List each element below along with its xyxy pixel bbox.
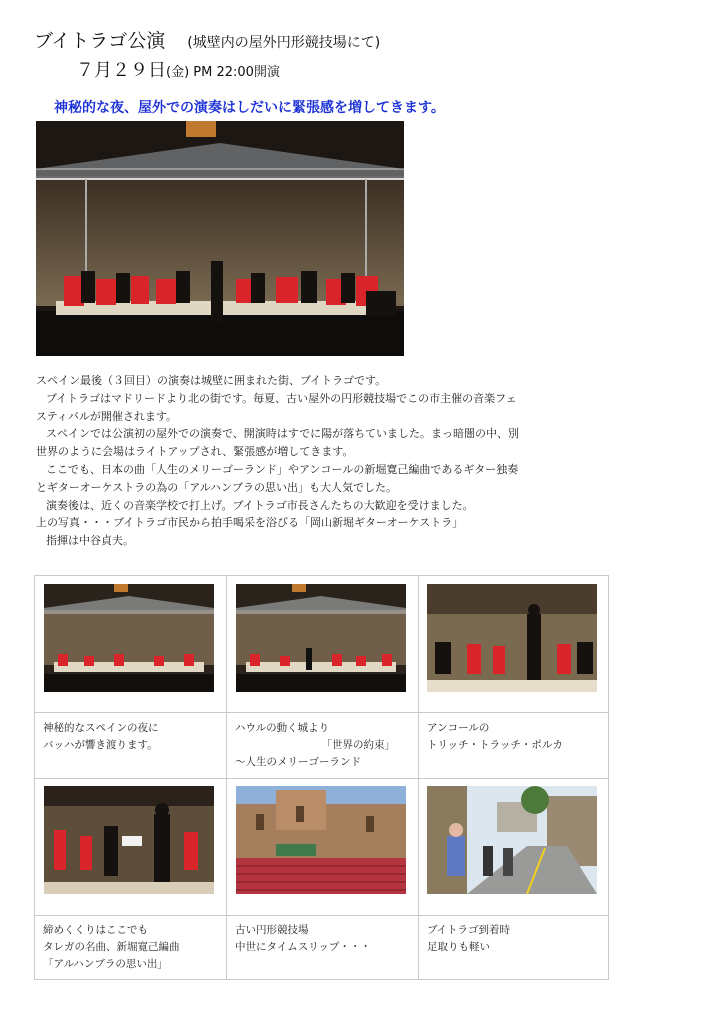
body-line: スペイン最後（３回目）の演奏は城壁に囲まれた街、ブイトラゴです。 <box>36 374 387 387</box>
gallery-caption-6 <box>427 922 510 956</box>
caption-line: 「世界の約束」 <box>321 739 395 751</box>
caption-line: アンコールの <box>427 722 490 734</box>
caption-line: 「アルハンブラの思い出」 <box>43 958 168 970</box>
caption-line: ブイトラゴ到着時 <box>427 924 511 936</box>
body-line: 世界のように会場はライトアップされ、緊張感が増してきます。 <box>36 445 354 459</box>
gallery-photo-5-graphic <box>236 786 406 894</box>
caption-line: 足取りも軽い <box>427 941 490 953</box>
gallery-photo-3 <box>427 584 597 692</box>
body-line: とギターオーケストラの為の「アルハンブラの思い出」も大人気でした。 <box>36 480 398 494</box>
gallery-photo-3-graphic <box>427 584 597 692</box>
caption-line: 締めくくりはここでも <box>43 924 148 936</box>
date-main: ７月２９日 <box>76 60 166 81</box>
gallery-photo-5 <box>236 786 406 894</box>
caption-line: バッハが響き渡ります。 <box>43 739 158 751</box>
gallery-photo-1 <box>44 584 214 692</box>
gallery-photo-6-graphic <box>427 786 597 894</box>
page-title <box>34 26 380 53</box>
gallery-photo-4 <box>44 786 214 894</box>
body-line: スティバルが開催されます。 <box>36 409 178 423</box>
grid-divider <box>35 712 608 713</box>
caption-line: ～人生のメリーゴーランド <box>235 756 361 768</box>
body-line: ここでも、日本の曲「人生のメリーゴーランド」やアンコールの新堀寛己編曲であるギター独奏 <box>46 462 519 476</box>
grid-divider <box>35 778 608 779</box>
gallery-caption-3 <box>427 720 563 754</box>
gallery-photo-4-graphic <box>44 786 214 894</box>
caption-line: タレガの名曲、新堀寛己編曲 <box>43 941 180 953</box>
caption-line: 神秘的なスペインの夜に <box>43 722 159 734</box>
title-venue: (城壁内の屋外円形競技場にて) <box>187 35 381 51</box>
gallery-caption-5 <box>235 922 371 956</box>
grid-divider <box>35 915 608 916</box>
body-line: 上の写真・・・ブイトラゴ市民から拍手喝采を浴びる「岡山新堀ギターオーケストラ」 <box>36 516 464 530</box>
photo-gallery <box>34 575 609 980</box>
lead-text: 神秘的な夜、屋外での演奏はしだいに緊張感を増してきます。 <box>54 100 445 116</box>
caption-line: トリッチ・トラッチ・ポルカ <box>427 739 563 751</box>
caption-line: 古い円形競技場 <box>235 924 309 936</box>
title-main: ブイトラゴ公演 <box>34 30 166 52</box>
caption-line: 中世にタイムスリップ・・・ <box>235 941 371 953</box>
hero-photo-graphic <box>36 121 404 356</box>
article-body <box>36 372 536 550</box>
hero-photo <box>36 121 404 356</box>
gallery-photo-2-graphic <box>236 584 406 692</box>
gallery-photo-6 <box>427 786 597 894</box>
gallery-caption-4 <box>43 922 180 973</box>
date-day: (金) <box>166 65 190 80</box>
body-line: ブイトラゴはマドリードより北の街です。毎夏、古い屋外の円形競技場でこの市主催の音楽フェ <box>46 391 517 405</box>
gallery-photo-2 <box>236 584 406 692</box>
date-time: PM 22:00開演 <box>189 65 280 80</box>
performance-date <box>76 56 280 82</box>
body-line: 演奏後は、近くの音楽学校で打上げ。ブイトラゴ市長さんたちの大歓迎を受けました。 <box>46 498 474 512</box>
body-line: スペインでは公演初の屋外での演奏で、開演時はすでに陽が落ちていました。まっ暗闇の中、別 <box>46 427 519 441</box>
gallery-caption-1 <box>43 720 159 754</box>
body-line: 指揮は中谷貞夫。 <box>46 534 134 548</box>
gallery-caption-2 <box>235 720 395 771</box>
gallery-photo-1-graphic <box>44 584 214 692</box>
caption-line: ハウルの動く城より <box>235 722 330 734</box>
